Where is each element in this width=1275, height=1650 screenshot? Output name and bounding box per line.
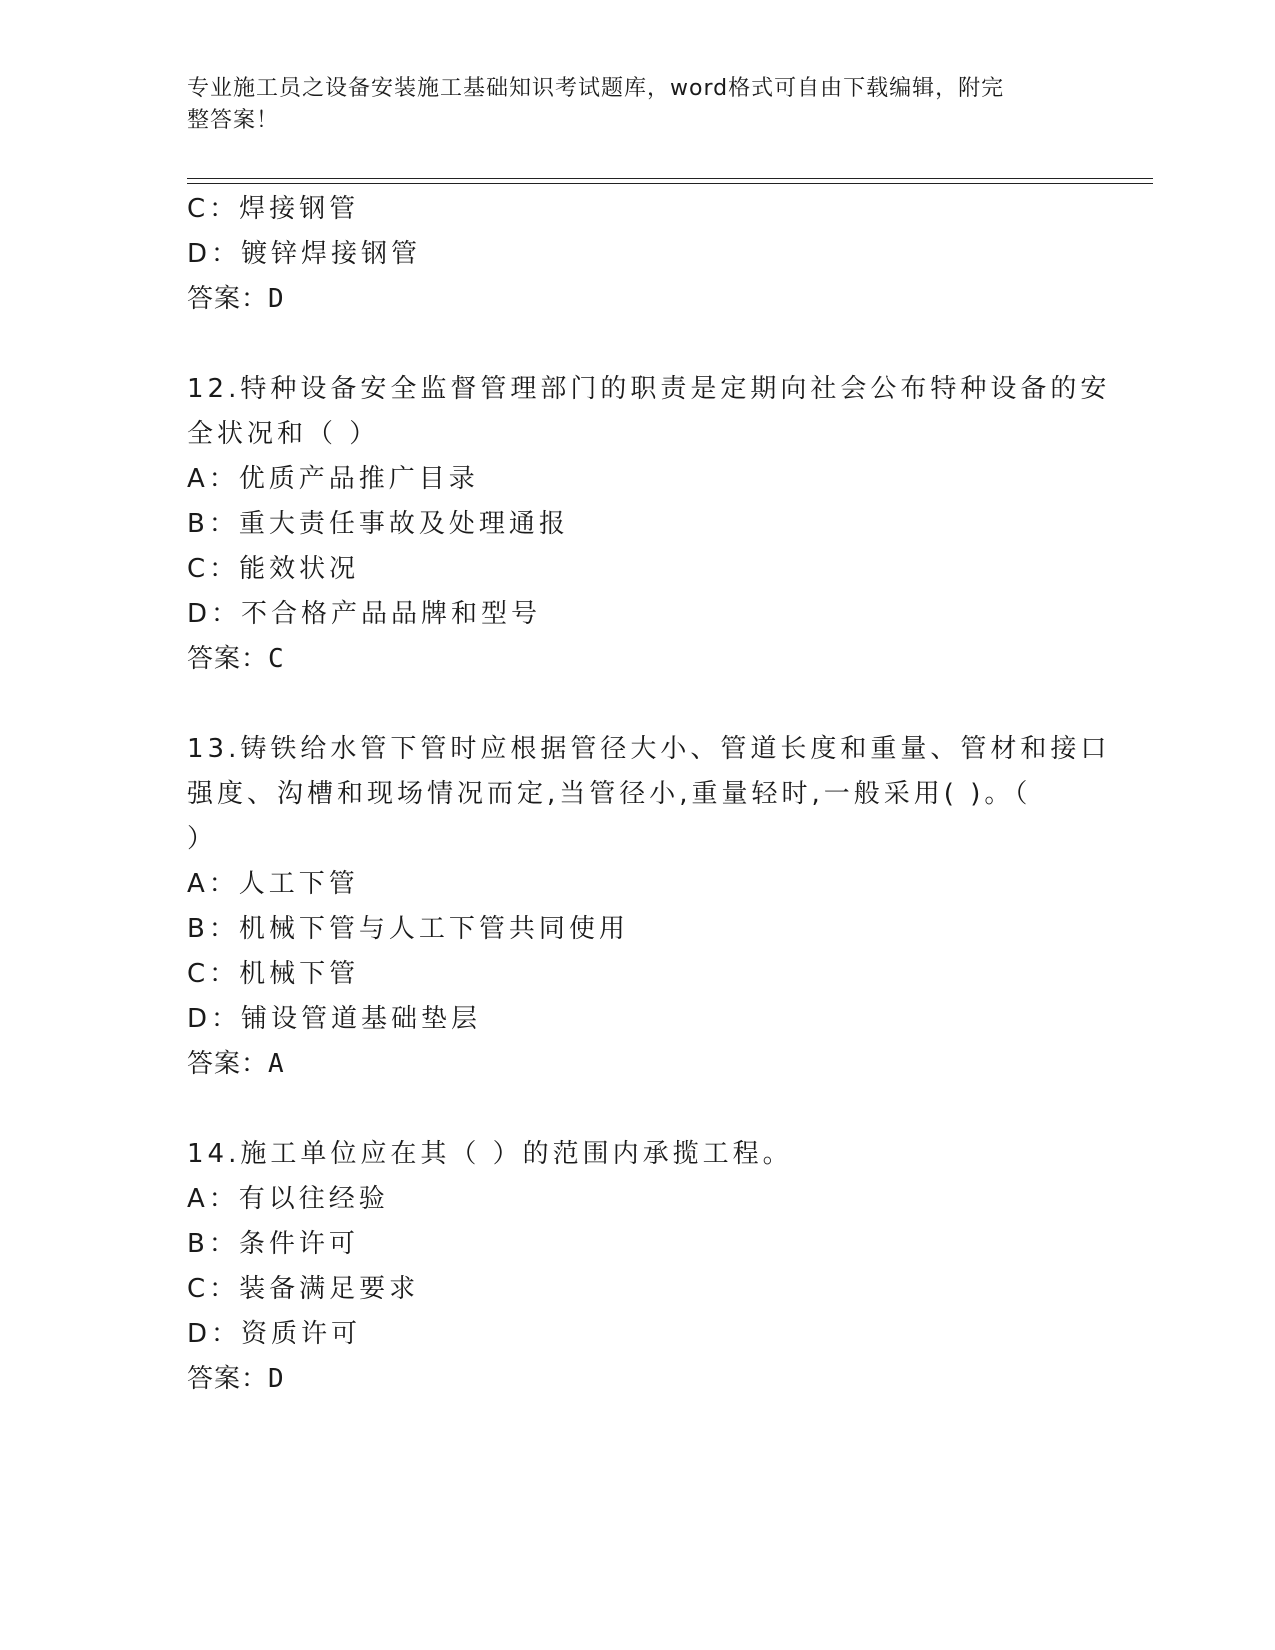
- q14-option-a: A：有以往经验: [187, 1184, 389, 1214]
- q14-option-c: C：装备满足要求: [187, 1274, 420, 1304]
- q14-answer: 答案：D: [187, 1364, 285, 1394]
- header-line-2: 整答案！: [187, 108, 280, 133]
- header-divider-top: [187, 178, 1153, 179]
- q13-stem-line-2: 强度、沟槽和现场情况而定,当管径小,重量轻时,一般采用( )。（: [187, 779, 1032, 809]
- q14-option-b: B：条件许可: [187, 1229, 359, 1259]
- q14-option-d: D：资质许可: [187, 1319, 362, 1349]
- q12-stem-line-2: 全状况和（ ）: [187, 419, 380, 449]
- q12-option-a: A：优质产品推广目录: [187, 464, 479, 494]
- q13-option-b: B：机械下管与人工下管共同使用: [187, 914, 629, 944]
- prev-answer: 答案：D: [187, 284, 285, 314]
- header-line-1: 专业施工员之设备安装施工基础知识考试题库，word格式可自由下载编辑，附完: [187, 76, 1005, 101]
- q13-option-a: A：人工下管: [187, 869, 359, 899]
- q14-stem-line-1: 14.施工单位应在其（ ）的范围内承揽工程。: [187, 1139, 793, 1169]
- prev-option-d: D：镀锌焊接钢管: [187, 239, 422, 269]
- prev-option-c: C：焊接钢管: [187, 194, 360, 224]
- q12-option-d: D：不合格产品品牌和型号: [187, 599, 542, 629]
- document-header: [187, 73, 1087, 137]
- q12-stem-line-1: 12.特种设备安全监督管理部门的职责是定期向社会公布特种设备的安: [187, 374, 1111, 404]
- header-divider-bottom: [187, 183, 1153, 184]
- q12-option-b: B：重大责任事故及处理通报: [187, 509, 569, 539]
- q13-stem-line-1: 13.铸铁给水管下管时应根据管径大小、管道长度和重量、管材和接口: [187, 734, 1111, 764]
- q13-answer: 答案：A: [187, 1049, 285, 1079]
- q13-option-d: D：铺设管道基础垫层: [187, 1004, 482, 1034]
- q13-stem-line-3: ）: [187, 824, 218, 854]
- q12-option-c: C：能效状况: [187, 554, 360, 584]
- q13-option-c: C：机械下管: [187, 959, 360, 989]
- q12-answer: 答案：C: [187, 644, 285, 674]
